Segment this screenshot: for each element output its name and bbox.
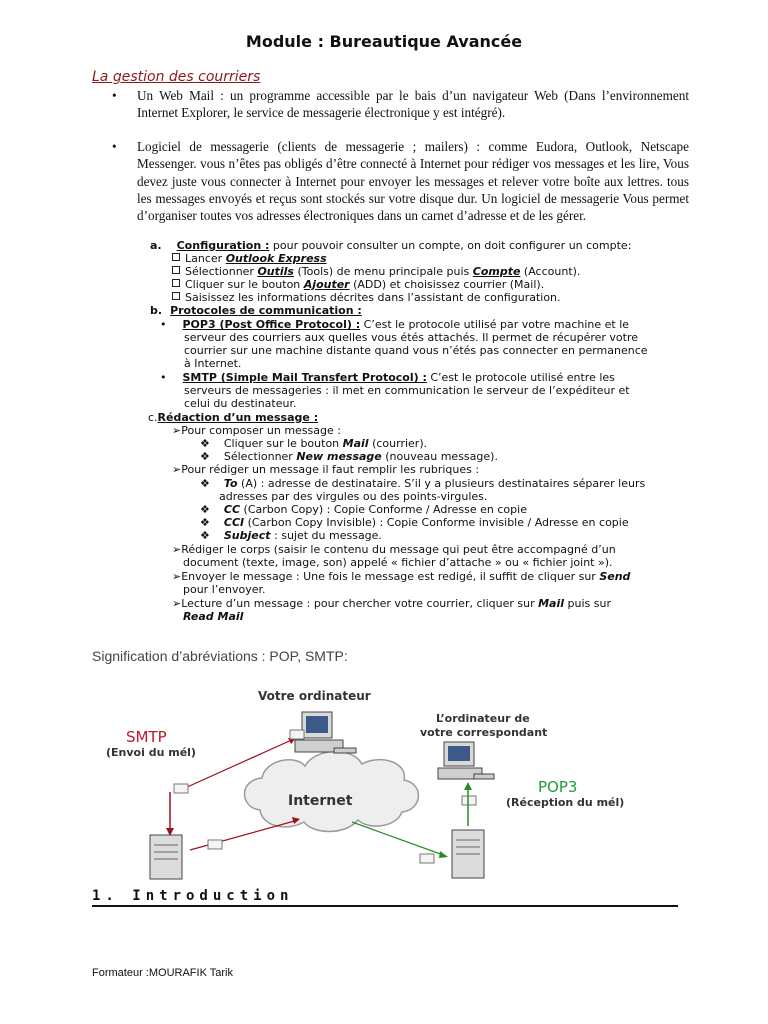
config-heading [150, 239, 631, 252]
arrow-bullet-icon: ➢ [172, 463, 182, 476]
diagram-caption: Signification d’abréviations : POP, SMTP: [92, 648, 348, 664]
pop3-label: POP3 [538, 778, 578, 796]
arrow-bullet-icon: ➢ [172, 570, 182, 583]
arrow-bullet-icon: ➢ [172, 543, 182, 556]
pop3-sublabel: (Réception du mél) [506, 796, 625, 809]
diamond-bullet-icon: ❖ [200, 516, 210, 529]
config-step: Cliquer sur le bouton Ajouter (ADD) et choisissez courrier (Mail). [172, 278, 544, 291]
bullet-dot: • [112, 139, 117, 154]
field-to-text: adresses par des virgules ou des points-virgules. [219, 490, 488, 503]
protocols-heading: b. Protocoles de communication : [150, 304, 362, 317]
config-label: Configuration : [176, 239, 270, 252]
pop3-text: serveur des courriers aux quelles vous étés attachés. Il permet de récupérer votre [184, 331, 639, 344]
diamond-bullet-icon: ❖ [200, 477, 210, 490]
send-item: ➢Envoyer le message : Une fois le message est redigé, il suffit de cliquer sur Send [172, 570, 631, 583]
your-computer-label: Votre ordinateur [258, 689, 371, 703]
bullet-dot: • [160, 318, 167, 331]
intro-heading: 1. Introduction [92, 888, 678, 907]
sender-server-icon [150, 835, 182, 879]
pop3-text: à Internet. [184, 357, 242, 370]
field-subject: ❖ Subject : sujet du message. [200, 529, 382, 542]
fill-item: ➢Pour rédiger un message il faut remplir les rubriques : [172, 463, 480, 476]
config-step: Saisissez les informations décrites dans l’assistant de configuration. [172, 291, 561, 304]
arrow-bullet-icon: ➢ [172, 597, 182, 610]
footer-author: Formateur :MOURAFIK Tarik [92, 967, 233, 979]
correspondent-label-line1: L’ordinateur de [436, 712, 530, 725]
bullet-dot: • [160, 371, 167, 384]
diamond-bullet-icon: ❖ [200, 437, 210, 450]
correspondent-label-line2: votre correspondant [420, 726, 548, 739]
field-to: ❖ To (A) : adresse de destinataire. S’il y a plusieurs destinataires séparer leurs [200, 477, 646, 490]
correspondent-computer-icon [438, 742, 494, 779]
diamond-bullet-icon: ❖ [200, 503, 210, 516]
section-heading: La gestion des courriers [92, 69, 261, 85]
smtp-text: celui du destinateur. [184, 397, 297, 410]
square-bullet-icon [172, 253, 180, 261]
mail-protocol-diagram [90, 680, 680, 880]
bullet-text: Un Web Mail : un programme accessible par le bais d’un navigateur Web (Dans l’environnement Internet Explorer, le service de messagerie électronique y est intégré). [137, 88, 689, 120]
field-cci: ❖ CCI (Carbon Copy Invisible) : Copie Conforme invisible / Adresse en copie [200, 516, 629, 529]
arrow-bullet-icon: ➢ [172, 424, 182, 437]
send-text: pour l’envoyer. [183, 583, 266, 596]
field-cc: ❖ CC (Carbon Copy) : Copie Conforme / Adresse en copie [200, 503, 527, 516]
compose-subitem: ❖ Sélectionner New message (nouveau message). [200, 450, 498, 463]
internet-cloud-icon [245, 751, 419, 831]
smtp-bullet: • SMTP (Simple Mail Transfert Protocol) : C’est le protocole utilisé entre les [160, 371, 615, 384]
config-marker: a. [150, 239, 162, 252]
receiver-server-icon [452, 830, 484, 878]
diamond-bullet-icon: ❖ [200, 529, 210, 542]
internet-label: Internet [288, 793, 353, 809]
page-title: Module : Bureautique Avancée [245, 32, 523, 51]
smtp-text: serveurs de messageries : il met en communication le serveur de l’expéditeur et [184, 384, 630, 397]
read-text: Read Mail [183, 610, 244, 623]
compose-item: ➢Pour composer un message : [172, 424, 341, 437]
read-item: ➢Lecture d’un message : pour chercher votre courrier, cliquer sur Mail puis sur [172, 597, 611, 610]
square-bullet-icon [172, 279, 180, 287]
smtp-label: SMTP [126, 728, 167, 746]
redaction-heading: c.Rédaction d’un message : [148, 411, 319, 424]
smtp-sublabel: (Envoi du mél) [106, 746, 196, 759]
config-step: Lancer Outlook Express [172, 252, 327, 265]
pop3-bullet: • POP3 (Post Office Protocol) : C’est le protocole utilisé par votre machine et le [160, 318, 630, 331]
config-text: pour pouvoir consulter un compte, on doit configurer un compte: [269, 239, 632, 252]
diamond-bullet-icon: ❖ [200, 450, 210, 463]
bullet-text: Logiciel de messagerie (clients de messagerie ; mailers) : comme Eudora, Outlook, Netscape Messenger. vous n’êtes pas obligés d’être connecté à Internet pour rédiger vos messages et les lire, Vous devez juste vous connecter à Internet pour envoyer les messages et relever votre boîte aux lettres. tous les messages envoyés et reçus sont stockés sur votre disque dur. Un logiciel de messagerie Vous permet d’organiser toutes vos adresses électroniques dans un carnet d’adresse et de les gérer. [137, 139, 689, 224]
body-item: ➢Rédiger le corps (saisir le contenu du message qui peut être accompagné d’un [172, 543, 616, 556]
square-bullet-icon [172, 292, 180, 300]
compose-subitem: ❖ Cliquer sur le bouton Mail (courrier). [200, 437, 428, 450]
bullet-dot: • [112, 88, 117, 103]
body-text: document (texte, image, son) appelé « fichier d’attache » ou « fichier joint »). [183, 556, 613, 569]
square-bullet-icon [172, 266, 180, 274]
config-step: Sélectionner Outils (Tools) de menu principale puis Compte (Account). [172, 265, 580, 278]
pop3-text: courrier sur une machine distante quand vous n’étés pas connecter en permanence [184, 344, 648, 357]
